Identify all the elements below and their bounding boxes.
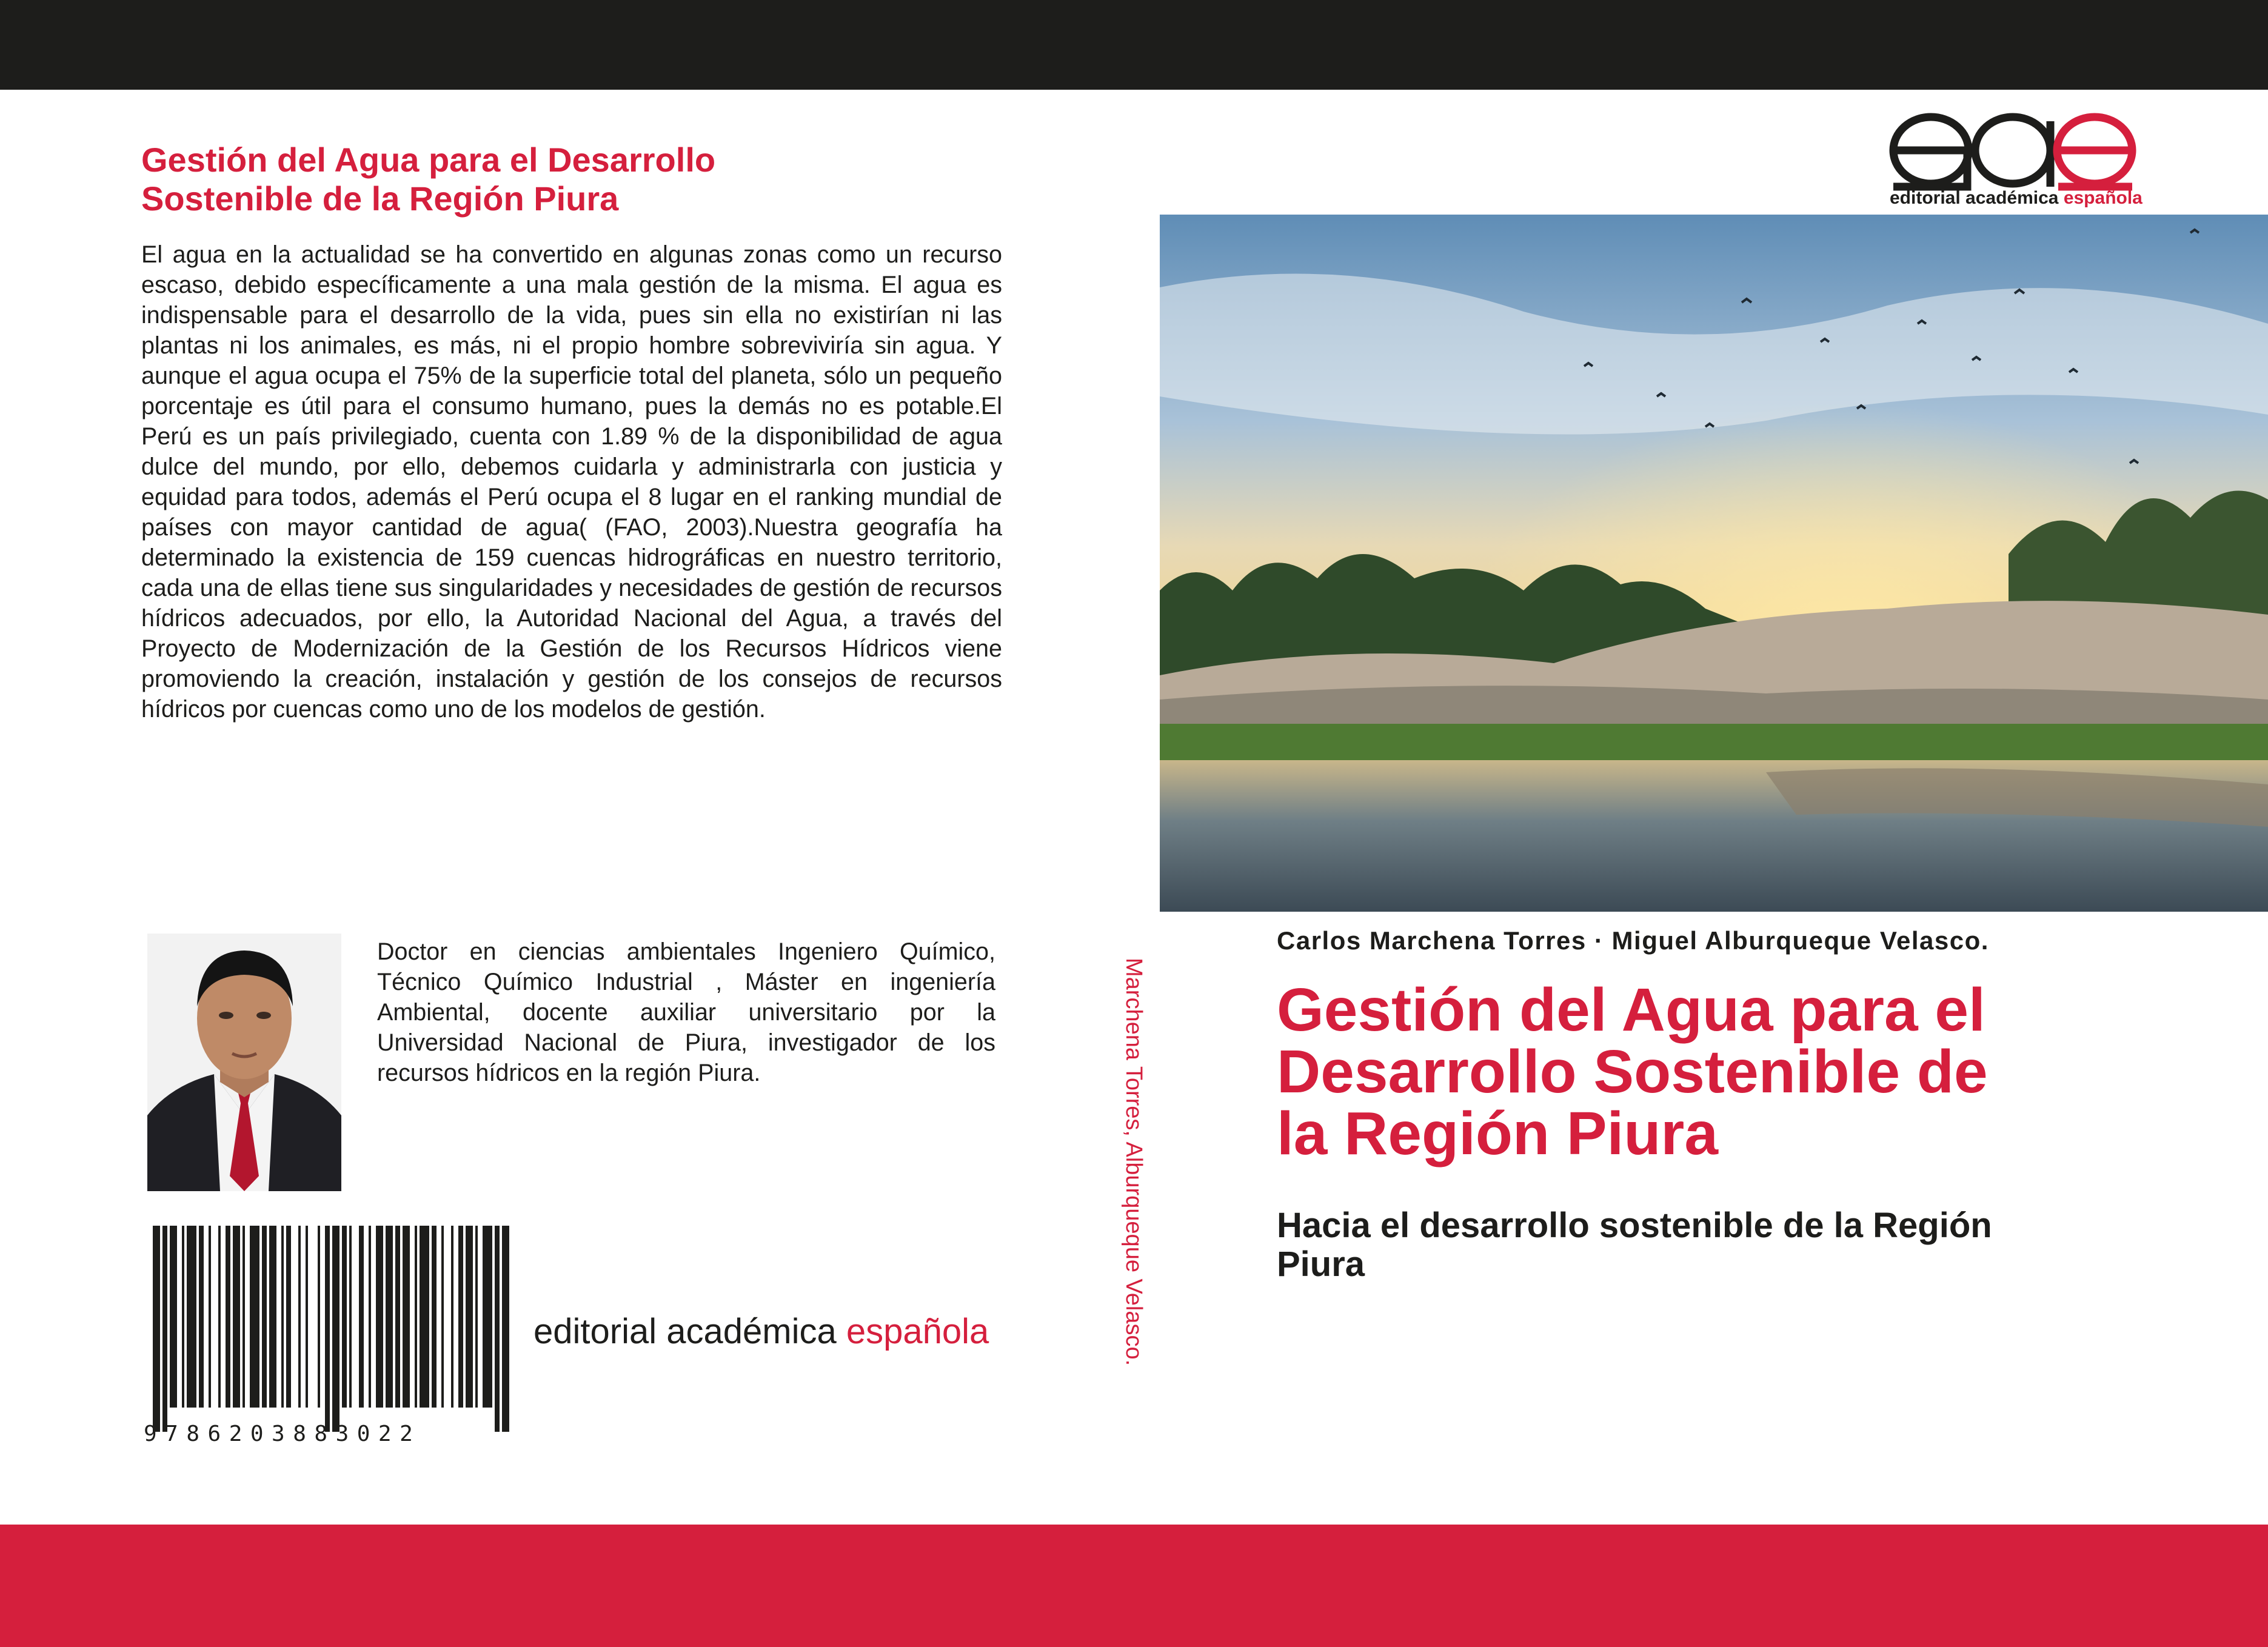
barcode-bar	[269, 1226, 276, 1408]
barcode-bar	[475, 1226, 478, 1408]
barcode-bar	[451, 1226, 453, 1408]
cover-subtitle	[1277, 1206, 2210, 1284]
barcode-bar	[250, 1226, 259, 1408]
barcode-bar	[495, 1226, 500, 1432]
publisher-logo	[1888, 109, 2137, 191]
barcode-bar	[395, 1226, 400, 1408]
logo-caption-accent: española	[2063, 188, 2143, 208]
barcode-bar	[298, 1226, 301, 1408]
barcode-bar	[342, 1226, 347, 1408]
back-title-line-2: Sostenible de la Región Piura	[141, 179, 619, 218]
back-title-line-1: Gestión del Agua para el Desarrollo	[141, 141, 716, 179]
barcode-bar	[209, 1226, 211, 1408]
barcode-bar	[403, 1226, 410, 1408]
cover-title-line-1: Gestión del Agua para el	[1277, 976, 1985, 1044]
barcode-bar	[262, 1226, 267, 1408]
barcode-bar	[162, 1226, 167, 1432]
barcode-bar	[218, 1226, 221, 1408]
barcode-bar	[226, 1226, 230, 1408]
book-blurb: El agua en la actualidad se ha convertido en algunas zonas como un recurso escaso, debido específicamente a una mala gestión de la misma. El agua es indispensable para el desarrollo de la vida, pues sin ella no existirían ni las plantas ni los animales, es más, ni el propio hombre sobreviviría sin agua. Y aunque el agua ocupa el 75% de la superficie total del planeta, sólo un pequeño porcentaje es útil para el consumo humano, pues la demás no es potable.El Perú es un país privilegiado, cuenta con 1.89 % de la disponibilidad de agua dulce del mundo, por ello, debemos cuidarla y administrarla con justicia y equidad para todos, además el Perú ocupa el 8 lugar en el ranking mundial de países con mayor cantidad de agua( (FAO, 2003).Nuestra geografía ha determinado la existencia de 159 cuencas hidrográficas en nuestro territorio, cada una de ellas tiene sus singularidades y necesidades de gestión de recursos hídricos adecuados, por ello, la Autoridad Nacional del Agua, a través del Proyecto de Modernización de la Gestión de los Recursos Hídricos viene promoviendo la creación, instalación y gestión de los consejos de recursos hídricos por cuencas como uno de los modelos de gestión.	[141, 241, 1002, 723]
barcode-bar	[349, 1226, 352, 1408]
barcode-bar	[420, 1226, 429, 1408]
back-cover-title	[141, 141, 1020, 218]
barcode-digits: 9786203883022	[144, 1421, 421, 1446]
top-band	[0, 0, 2268, 90]
logo-caption-main: editorial académica	[1890, 188, 2064, 208]
barcode-bar	[466, 1226, 473, 1408]
barcode-bar	[502, 1226, 509, 1432]
subtitle-line-2: Piura	[1277, 1244, 1365, 1284]
cover-authors: Carlos Marchena Torres · Miguel Alburqueque Velasco.	[1277, 926, 1989, 955]
barcode-bar	[243, 1226, 245, 1408]
barcode-bar	[286, 1226, 291, 1408]
bottom-band	[0, 1525, 2268, 1647]
publisher-accent: española	[846, 1312, 989, 1351]
author-bio: Doctor en ciencias ambientales Ingeniero Químico, Técnico Químico Industrial , Máster en ingeniería Ambiental, docente auxiliar universitario por la Universidad Nacional de Piura, investigador de los recursos hídricos en la región Piura.	[377, 938, 995, 1086]
barcode-bar	[187, 1226, 196, 1408]
spine-authors: Marchena Torres, Alburqueque Velasco.	[1121, 958, 1146, 1366]
barcode-bar	[441, 1226, 444, 1408]
logo-caption	[1890, 188, 2143, 209]
barcode-bar	[386, 1226, 393, 1408]
barcode-bar	[281, 1226, 284, 1408]
barcode-bar	[182, 1226, 184, 1408]
barcode-bar	[376, 1226, 383, 1408]
cover-title-line-3: la Región Piura	[1277, 1100, 1718, 1168]
barcode-bar	[318, 1226, 320, 1408]
author-photo	[147, 934, 341, 1191]
barcode-bar	[233, 1226, 240, 1408]
cover-title	[1277, 976, 2223, 1168]
subtitle-line-1: Hacia el desarrollo sostenible de la Región	[1277, 1206, 1992, 1245]
barcode-bar	[325, 1226, 330, 1432]
barcode-bar	[170, 1226, 177, 1408]
barcode-bar	[458, 1226, 463, 1408]
cover-landscape-photo	[1160, 215, 2268, 912]
barcode-bar	[153, 1226, 160, 1432]
barcode-bar	[199, 1226, 204, 1408]
cover-title-line-2: Desarrollo Sostenible de	[1277, 1038, 1988, 1106]
barcode-bar	[369, 1226, 371, 1408]
publisher-main: editorial académica	[534, 1312, 846, 1351]
isbn-barcode	[146, 1226, 515, 1450]
barcode-bar	[432, 1226, 437, 1408]
barcode-bar	[483, 1226, 492, 1408]
barcode-bar	[359, 1226, 364, 1408]
back-publisher-name	[534, 1311, 989, 1352]
barcode-bar	[415, 1226, 417, 1408]
barcode-bar	[306, 1226, 308, 1408]
barcode-bar	[332, 1226, 340, 1432]
